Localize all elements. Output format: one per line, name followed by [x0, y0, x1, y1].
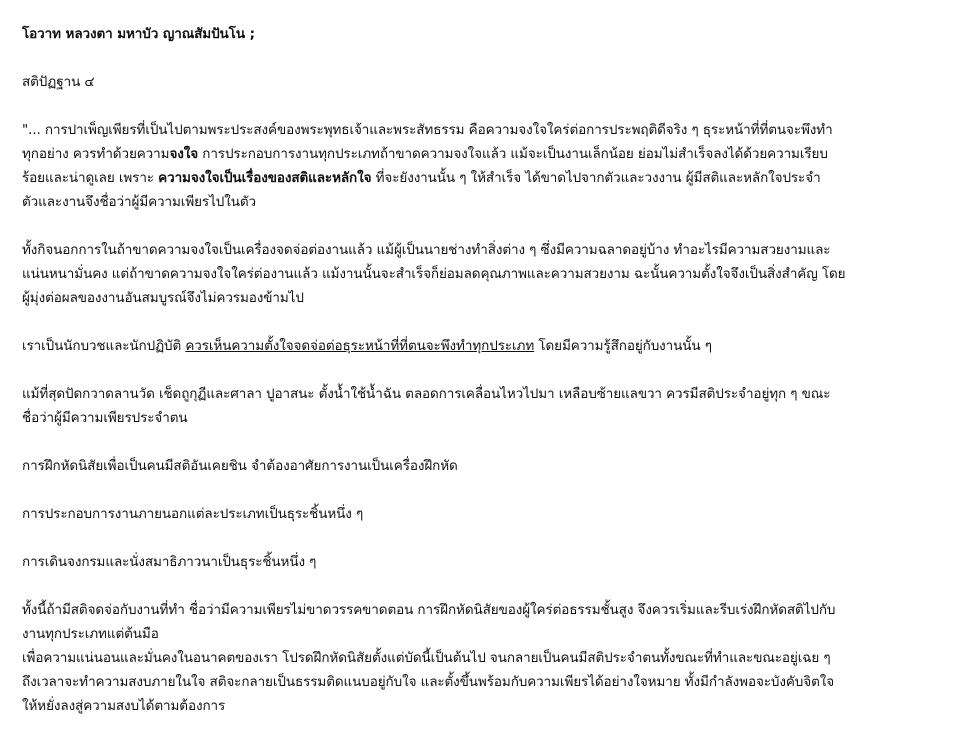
underlined-text: ควรเห็นความตั้งใจจดจ่อต่อธุระหน้าที่ที่ตนจะพึงทำทุกประเภท [185, 338, 535, 354]
paragraph-6 [22, 502, 938, 526]
emphasis-jongjai: จงใจ [169, 146, 199, 162]
paragraph-6-line-1: การประกอบการงานภายนอกแต่ละประเภทเป็นธุระชิ้นหนึ่ง ๆ [22, 506, 364, 522]
paragraph-8 [22, 598, 938, 646]
emphasis-sati: ความจงใจเป็นเรื่องของสติและหลักใจ [158, 170, 372, 186]
paragraph-1 [22, 118, 938, 214]
paragraph-4 [22, 382, 938, 430]
text-run: การประกอบการงานทุกประเภทถ้าขาดความจงใจแล้ว แม้จะเป็นงานเล็กน้อย ย่อมไม่สำเร็จลงได้ด้วยความเรียบ [198, 146, 828, 162]
text-run: ที่จะยังงานนั้น ๆ ให้สำเร็จ ได้ขาดไปจากตัวและวงงาน ผู้มีสติและหลักใจประจำ [371, 170, 821, 186]
paragraph-4-line-1: แม้ที่สุดปัดกวาดลานวัด เช็ดถูกุฏีและศาลา ปูอาสนะ ตั้งน้ำใช้น้ำฉัน ตลอดการเคลื่อนไหวไปมา เหลือบซ้ายแลขวา ควรมีสติประจำอยู่ทุก ๆ ขณะ [22, 386, 831, 402]
paragraph-3-line-1 [22, 334, 938, 358]
paragraph-5 [22, 454, 938, 478]
paragraph-8-line-2: งานทุกประเภทแต่ต้นมือ [22, 626, 159, 642]
paragraph-8-line-1: ทั้งนี้ถ้ามีสติจดจ่อกับงานที่ทำ ชื่อว่ามีความเพียรไม่ขาดวรรคขาดตอน การฝึกหัดนิสัยของผู้ใคร่ต่อธรรมชั้นสูง จึงควรเริ่มและรีบเร่งฝึกหัดสติไปกับ [22, 602, 836, 618]
document-subtitle: สติปัฏฐาน ๔ [22, 74, 95, 90]
paragraph-2-line-3: ผู้มุ่งต่อผลของงานอันสมบูรณ์จึงไม่ควรมองข้ามไป [22, 290, 304, 306]
paragraph-1-line-4: ตัวและงานจึงชื่อว่าผู้มีความเพียรไปในตัว [22, 194, 257, 210]
paragraph-7-line-1: การเดินจงกรมและนั่งสมาธิภาวนาเป็นธุระชิ้นหนึ่ง ๆ [22, 554, 317, 570]
paragraph-9-line-2: ถึงเวลาจะทำความสงบภายในใจ สติจะกลายเป็นธรรมติดแนบอยู่กับใจ และตั้งขึ้นพร้อมกับความเพียรได้อย่างใจหมาย ทั้งมีกำลังพอจะบังคับจิตใจ [22, 674, 835, 690]
document-title: โอวาท หลวงตา มหาบัว ญาณสัมปันโน ; [22, 26, 255, 42]
paragraph-1-line-3 [22, 166, 938, 190]
paragraph-1-line-2 [22, 142, 938, 166]
text-run: โดยมีความรู้สึกอยู่กับงานนั้น ๆ [534, 338, 712, 354]
paragraph-2-line-1: ทั้งกิจนอกการในถ้าขาดความจงใจเป็นเครื่องจดจ่อต่องานแล้ว แม้ผู้เป็นนายช่างทำสิ่งต่าง ๆ ซึ่งมีความฉลาดอยู่บ้าง ทำอะไรมีความสวยงามและ [22, 242, 831, 258]
paragraph-7 [22, 550, 938, 574]
paragraph-9 [22, 646, 938, 718]
paragraph-9-line-1: เพื่อความแน่นอนและมั่นคงในอนาคตของเรา โปรดฝึกหัดนิสัยตั้งแต่บัดนี้เป็นต้นไป จนกลายเป็นคนมีสติประจำตนทั้งขณะที่ทำและขณะอยู่เฉย ๆ [22, 650, 831, 666]
paragraph-2-line-2: แน่นหนามั่นคง แต่ถ้าขาดความจงใจใคร่ต่องานแล้ว แม้งานนั้นจะสำเร็จก็ย่อมลดคุณภาพและความสวยงาม ฉะนั้นความตั้งใจจึงเป็นสิ่งสำคัญ โดย [22, 266, 846, 282]
text-run: เราเป็นนักบวชและนักปฏิบัติ [22, 338, 186, 354]
paragraph-1-line-1: "... การปาเพ็ญเพียรที่เป็นไปตามพระประสงค์ของพระพุทธเจ้าและพระสัทธรรม คือความจงใจใคร่ต่อการประพฤติดีจริง ๆ ธุระหน้าที่ที่ตนจะพึงทำ [22, 122, 833, 138]
paragraph-2 [22, 238, 938, 310]
paragraph-5-line-1: การฝึกหัดนิสัยเพื่อเป็นคนมีสติอันเคยชิน จำต้องอาศัยการงานเป็นเครื่องฝึกหัด [22, 458, 458, 474]
text-run: ทุกอย่าง ควรทำด้วยความ [22, 146, 170, 162]
paragraph-9-line-3: ให้หยั่งลงสู่ความสงบได้ตามต้องการ [22, 698, 226, 714]
text-run: ร้อยและน่าดูเลย เพราะ [22, 170, 159, 186]
paragraph-3 [22, 334, 938, 358]
paragraph-4-line-2: ชื่อว่าผู้มีความเพียรประจำตน [22, 410, 188, 426]
